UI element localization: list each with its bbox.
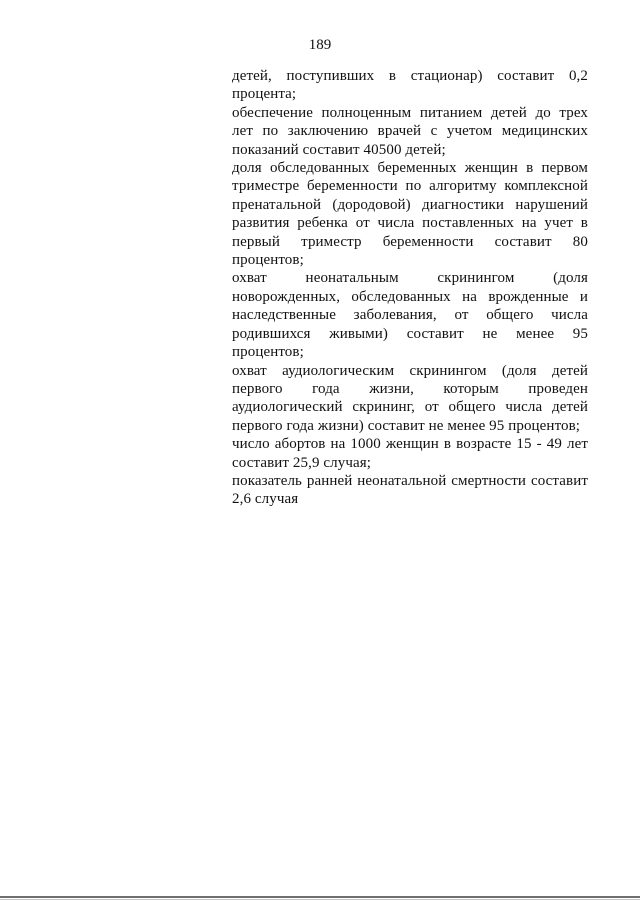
paragraph-abortion-rate: число абортов на 1000 женщин в возрасте 15 - 49 лет составит 25,9 случая;: [232, 436, 588, 471]
paragraph-neonatal-mortality: показатель ранней неонатальной смертности составит 2,6 случая: [232, 472, 588, 508]
scan-bottom-edge-line: [0, 896, 640, 898]
paragraph-child-nutrition: обеспечение полноценным питанием детей до трех лет по заключению врачей с учетом медицинских показаний составит 40500 детей;: [232, 104, 588, 158]
paragraph-audiology-screening: охват аудиологическим скринингом (доля детей первого года жизни, которым проведен аудиологический скрининг, от общего числа детей первого года жизни) составит не менее 95 процентов;: [232, 362, 588, 434]
page-number: 189: [308, 37, 332, 53]
document-body: [232, 67, 588, 509]
scan-bottom-edge-shadow: [0, 899, 640, 900]
paragraph-hospital-share: детей, поступивших в стационар) составит 0,2 процента;: [232, 68, 588, 103]
paragraph-neonatal-screening: охват неонатальным скринингом (доля новорожденных, обследованных на врожденные и наследственные заболевания, от общего числа родившихся живыми) составит не менее 95 процентов;: [232, 270, 588, 361]
paragraph-prenatal-diagnostics: доля обследованных беременных женщин в первом триместре беременности по алгоритму комплексной пренатальной (дородовой) диагностики нарушений развития ребенка от числа поставленных на учет в первый триместр беременности составит 80 процентов;: [232, 160, 588, 269]
